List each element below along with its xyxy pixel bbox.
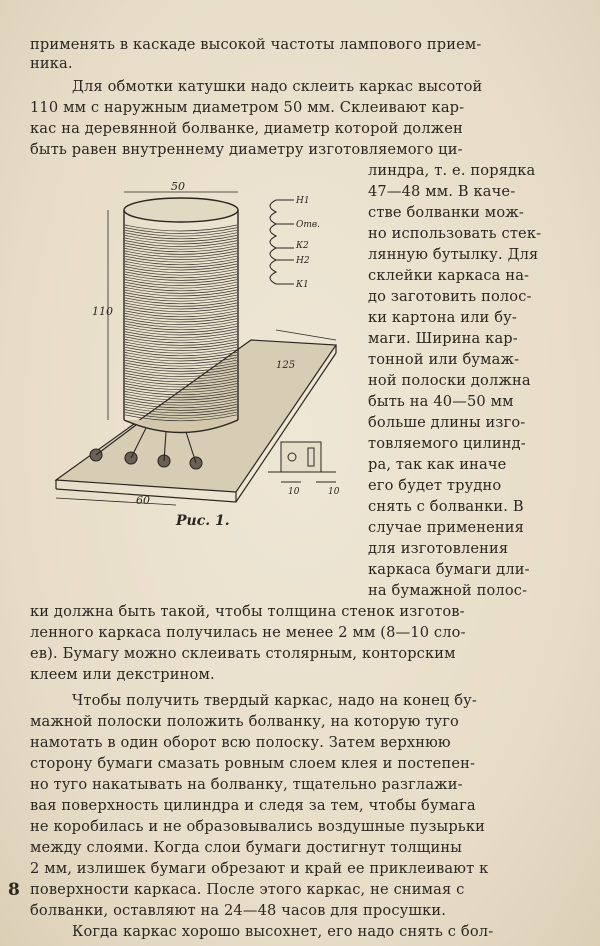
text-line: намотать в один оборот всю полоску. Затем верхнюю xyxy=(30,734,451,751)
text-line: ра, так как иначе xyxy=(368,456,507,473)
coil-label-h1: Н1 xyxy=(296,196,310,206)
detail-label-b: 10 xyxy=(328,487,340,497)
figure-caption: Рис. 1. xyxy=(176,513,230,529)
text-line: ки картона или бу- xyxy=(368,309,517,326)
text-line: ной полоски должна xyxy=(368,372,531,389)
text-line: поверхности каркаса. После этого каркас, не снимая с xyxy=(30,881,465,898)
text-line: Для обмотки катушки надо склеить каркас высотой xyxy=(72,78,483,95)
coil-frame-figure xyxy=(36,180,366,510)
coil-schematic xyxy=(270,200,294,284)
text-line: снять с болванки. В xyxy=(368,498,524,515)
text-line: ки должна быть такой, чтобы толщина стенок изготов- xyxy=(30,603,465,620)
text-line: товляемого цилинд- xyxy=(368,435,526,452)
coil-label-k1: К1 xyxy=(296,280,309,290)
dim-depth-label: 125 xyxy=(276,360,296,371)
text-line: ев). Бумагу можно склеивать столярным, конторским xyxy=(30,645,456,662)
text-line: ленного каркаса получилась не менее 2 мм (8—10 сло- xyxy=(30,624,466,641)
text-line: случае применения xyxy=(368,519,525,536)
text-line: для изготовления xyxy=(368,540,509,557)
coil-label-tap: Отв. xyxy=(296,220,321,230)
text-line: Когда каркас хорошо высохнет, его надо снять с бол- xyxy=(72,923,494,940)
text-line: линдра, т. е. порядка xyxy=(368,162,536,179)
text-line: быть на 40—50 мм xyxy=(368,393,514,410)
winding-turn xyxy=(125,228,237,234)
text-line: но использовать стек- xyxy=(368,225,542,242)
text-line: быть равен внутреннему диаметру изготовляемого ци- xyxy=(30,141,463,158)
text-line: кас на деревянной болванке, диаметр которой должен xyxy=(30,120,463,137)
terminal-detail xyxy=(268,442,336,482)
dim-height-label: 110 xyxy=(92,305,113,318)
text-line: вая поверхность цилиндра и следя за тем, чтобы бумага xyxy=(30,797,476,814)
text-line: маги. Ширина кар- xyxy=(368,330,518,347)
text-line: его будет трудно xyxy=(368,477,502,494)
text-line: 110 мм с наружным диаметром 50 мм. Склеивают кар- xyxy=(30,99,465,116)
text-line: мажной полоски положить болванку, на которую туго xyxy=(30,713,459,730)
text-line: Чтобы получить твердый каркас, надо на конец бу- xyxy=(72,692,477,709)
dim-width-label: 60 xyxy=(136,494,150,507)
text-line: больше длины изго- xyxy=(368,414,526,431)
text-line: на бумажной полос- xyxy=(368,582,528,599)
text-line: болванки, оставляют на 24—48 часов для просушки. xyxy=(30,902,447,919)
text-line: но туго накатывать на болванку, тщательно разглажи- xyxy=(30,776,463,793)
coil-label-k2: К2 xyxy=(296,241,309,251)
text-line: не коробилась и не образовывались воздушные пузырьки xyxy=(30,818,486,835)
coil-label-h2: Н2 xyxy=(296,256,310,266)
text-line: до заготовить полос- xyxy=(368,288,532,305)
dim-top-label: 50 xyxy=(171,180,185,193)
text-line: каркаса бумаги дли- xyxy=(368,561,530,578)
text-line: сторону бумаги смазать ровным слоем клея и постепен- xyxy=(30,755,476,772)
text-line: ника. xyxy=(30,55,73,72)
text-line: клеем или декстрином. xyxy=(30,666,215,683)
text-line: лянную бутылку. Для xyxy=(368,246,539,263)
text-line: стве болванки мож- xyxy=(368,204,524,221)
text-line: тонной или бумаж- xyxy=(368,351,520,368)
text-line: между слоями. Когда слои бумаги достигнут толщины xyxy=(30,839,463,856)
text-line: склейки каркаса на- xyxy=(368,267,530,284)
detail-label-a: 10 xyxy=(288,487,300,497)
text-line: 2 мм, излишек бумаги обрезают и край ее приклеивают к xyxy=(30,860,489,877)
page-number: 8 xyxy=(8,880,20,900)
winding-turn xyxy=(125,225,237,231)
text-line: 47—48 мм. В каче- xyxy=(368,183,516,200)
text-line: применять в каскаде высокой частоты лампового прием- xyxy=(30,36,482,53)
